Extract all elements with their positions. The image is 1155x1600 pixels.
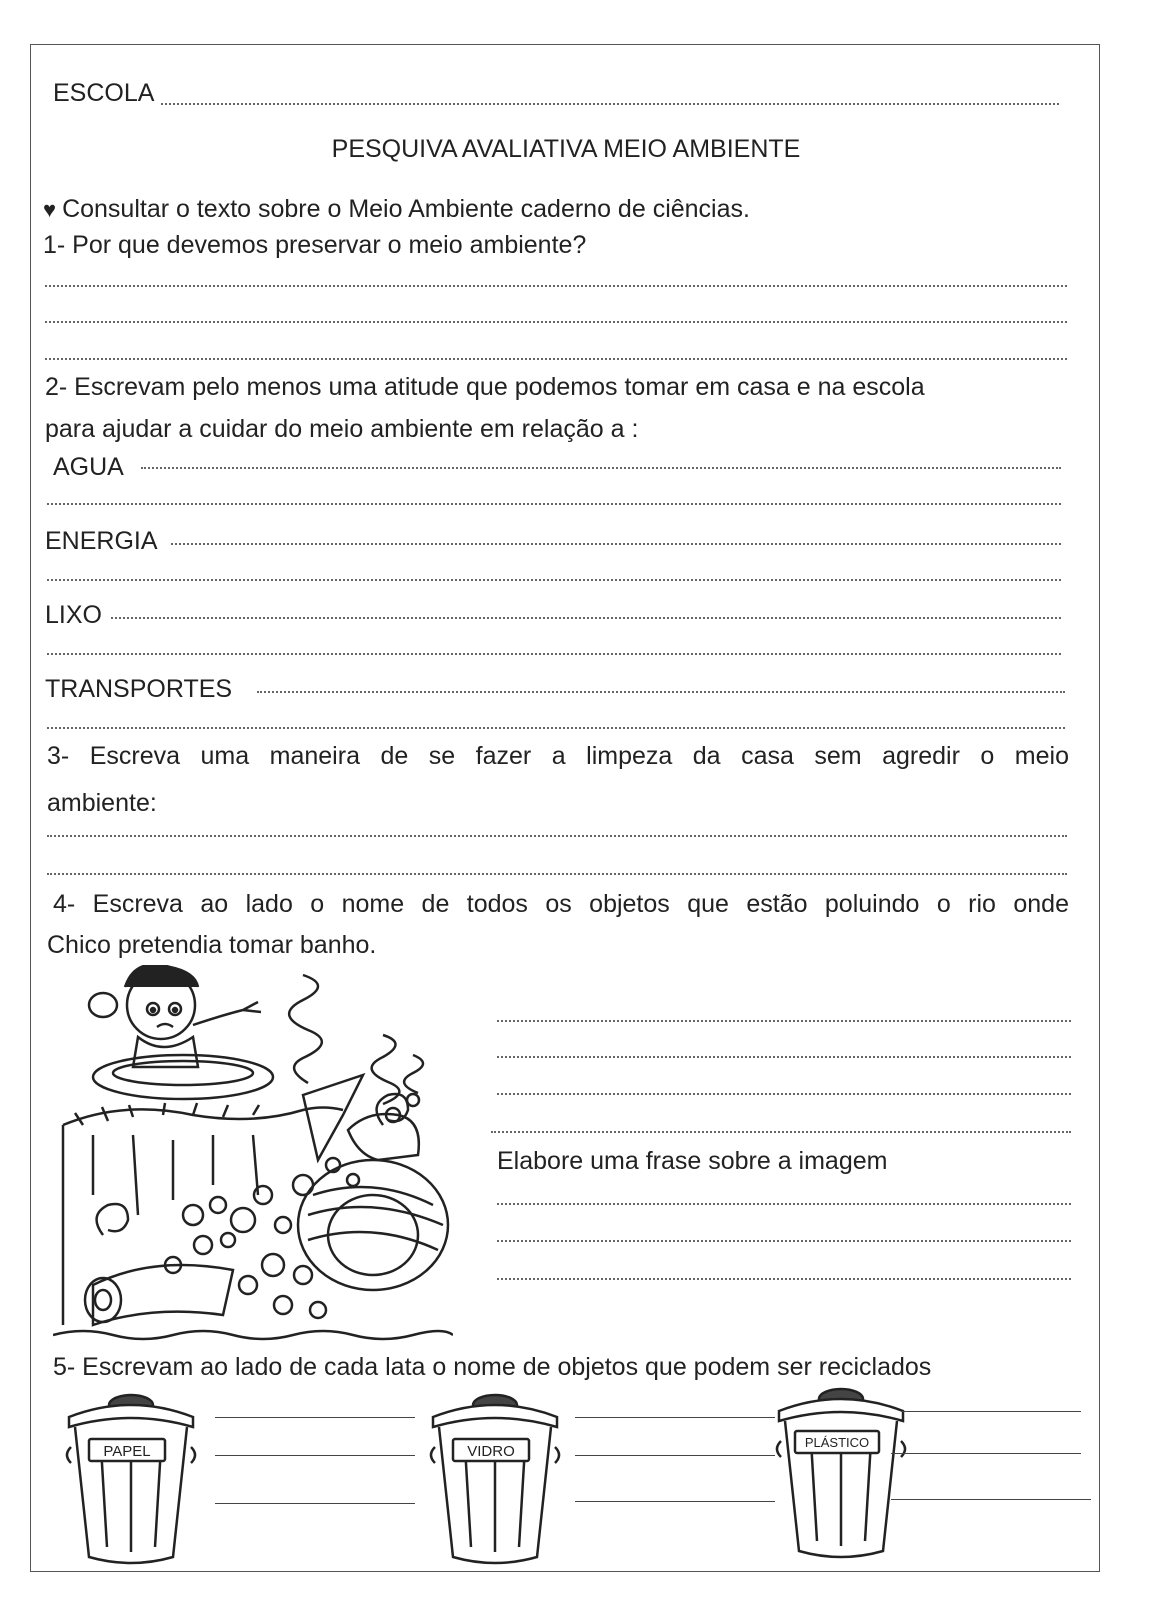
answer-line[interactable] bbox=[215, 1417, 415, 1418]
answer-line[interactable] bbox=[171, 543, 1061, 545]
answer-line[interactable] bbox=[47, 873, 1067, 875]
recycling-bin-plastic bbox=[771, 1381, 911, 1561]
heart-icon: ♥ bbox=[43, 197, 57, 222]
answer-line[interactable] bbox=[497, 1240, 1071, 1242]
polluted-river-illustration bbox=[53, 965, 453, 1347]
bin-label-glass: VIDRO bbox=[467, 1443, 515, 1460]
answer-line[interactable] bbox=[141, 467, 1061, 469]
recycling-bin-glass bbox=[425, 1387, 565, 1567]
answer-line[interactable] bbox=[497, 1203, 1071, 1205]
smoke-icon bbox=[289, 975, 322, 1083]
question-3-line1: 3- Escreva uma maneira de se fazer a limpeza da casa sem agredir o meio bbox=[47, 742, 1069, 770]
question-3-line2: ambiente: bbox=[47, 789, 157, 817]
answer-line[interactable] bbox=[491, 1131, 1071, 1133]
answer-line[interactable] bbox=[575, 1501, 775, 1502]
answer-line[interactable] bbox=[45, 321, 1067, 323]
question-4-line2: Chico pretendia tomar banho. bbox=[47, 931, 377, 959]
bin-label-paper: PAPEL bbox=[103, 1443, 151, 1460]
answer-line[interactable] bbox=[47, 653, 1061, 655]
topic-lixo: LIXO bbox=[45, 601, 102, 629]
smoke-icon bbox=[404, 1055, 423, 1093]
answer-line[interactable] bbox=[891, 1499, 1091, 1500]
answer-line[interactable] bbox=[47, 503, 1061, 505]
question-5: 5- Escrevam ao lado de cada lata o nome de objetos que podem ser reciclados bbox=[53, 1353, 932, 1381]
answer-line[interactable] bbox=[497, 1056, 1071, 1058]
answer-line[interactable] bbox=[575, 1455, 775, 1456]
question-2-line2: para ajudar a cuidar do meio ambiente em relação a : bbox=[45, 415, 639, 443]
tire-icon bbox=[298, 1160, 448, 1290]
topic-energia: ENERGIA bbox=[45, 527, 158, 555]
answer-line[interactable] bbox=[47, 835, 1067, 837]
school-answer-line[interactable] bbox=[161, 103, 1059, 105]
school-label: ESCOLA bbox=[53, 79, 155, 107]
instruction bbox=[43, 197, 750, 222]
boot-icon bbox=[348, 1114, 419, 1160]
answer-line[interactable] bbox=[891, 1453, 1081, 1454]
answer-line[interactable] bbox=[497, 1093, 1071, 1095]
answer-line[interactable] bbox=[45, 285, 1067, 287]
answer-line[interactable] bbox=[257, 691, 1065, 693]
instruction-text: Consultar o texto sobre o Meio Ambiente caderno de ciências. bbox=[62, 195, 750, 223]
question-1: 1- Por que devemos preservar o meio ambiente? bbox=[43, 231, 587, 259]
topic-transportes: TRANSPORTES bbox=[45, 675, 233, 703]
worksheet bbox=[30, 44, 1100, 1572]
answer-line[interactable] bbox=[215, 1503, 415, 1504]
answer-line[interactable] bbox=[575, 1417, 775, 1418]
page-title: PESQUIVA AVALIATIVA MEIO AMBIENTE bbox=[331, 135, 801, 163]
answer-line[interactable] bbox=[45, 358, 1067, 360]
topic-agua: AGUA bbox=[53, 453, 124, 481]
recycling-bin-paper bbox=[61, 1387, 201, 1567]
answer-line[interactable] bbox=[497, 1278, 1071, 1280]
answer-line[interactable] bbox=[497, 1020, 1071, 1022]
answer-line[interactable] bbox=[47, 579, 1061, 581]
plank-icon bbox=[303, 1075, 363, 1160]
bin-label-plastic: PLÁSTICO bbox=[804, 1435, 870, 1450]
question-2-line1: 2- Escrevam pelo menos uma atitude que podemos tomar em casa e na escola bbox=[45, 373, 925, 401]
answer-line[interactable] bbox=[111, 617, 1061, 619]
image-sentence-prompt: Elabore uma frase sobre a imagem bbox=[497, 1147, 888, 1175]
answer-line[interactable] bbox=[215, 1455, 415, 1456]
question-4-line1: 4- Escreva ao lado o nome de todos os objetos que estão poluindo o rio onde bbox=[53, 890, 1069, 918]
answer-line[interactable] bbox=[47, 727, 1065, 729]
answer-line[interactable] bbox=[901, 1411, 1081, 1412]
